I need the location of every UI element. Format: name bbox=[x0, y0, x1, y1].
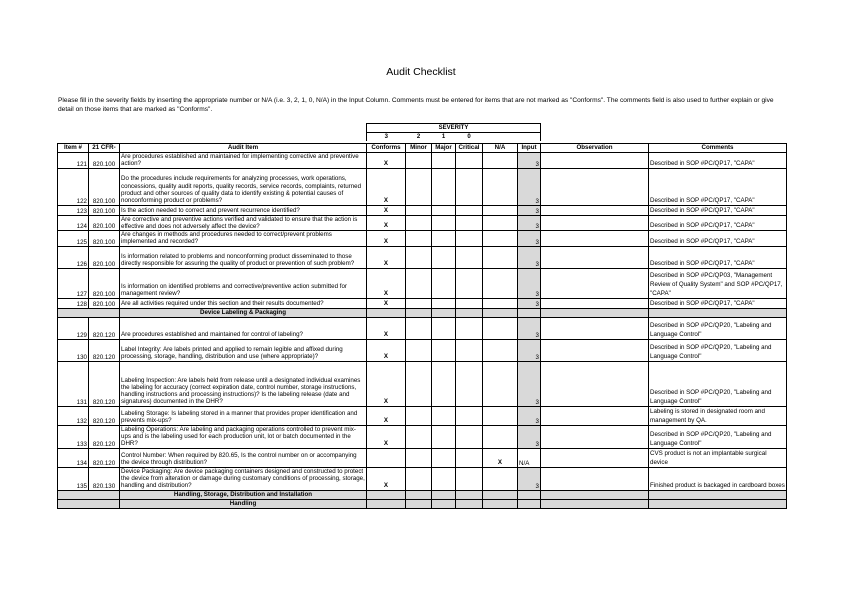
cfr-reference: 820.120 bbox=[89, 339, 120, 361]
item-number: 127 bbox=[58, 268, 89, 298]
minor-cell[interactable] bbox=[406, 205, 432, 215]
item-number: 130 bbox=[58, 339, 89, 361]
item-number: 134 bbox=[58, 448, 89, 467]
na-cell[interactable] bbox=[483, 339, 518, 361]
major-cell[interactable] bbox=[432, 268, 456, 298]
input-cell[interactable]: N/A bbox=[518, 448, 541, 467]
observation-cell[interactable] bbox=[541, 467, 649, 490]
comments-cell[interactable]: Described in SOP #PC/QP17, "CAPA" bbox=[649, 205, 787, 215]
major-cell[interactable] bbox=[432, 448, 456, 467]
input-cell[interactable]: 3 bbox=[518, 425, 541, 448]
major-cell[interactable] bbox=[432, 339, 456, 361]
input-cell[interactable]: 3 bbox=[518, 231, 541, 247]
item-number: 132 bbox=[58, 406, 89, 425]
critical-cell[interactable] bbox=[456, 231, 483, 247]
critical-cell[interactable] bbox=[456, 467, 483, 490]
minor-cell[interactable] bbox=[406, 425, 432, 448]
observation-cell[interactable] bbox=[541, 205, 649, 215]
cfr-reference: 820.100 bbox=[89, 231, 120, 247]
conforms-cell[interactable]: X bbox=[367, 317, 406, 339]
audit-item-text: Control Number: When required by 820.65, Is the control number on or accompanying the device through distribution? bbox=[120, 448, 367, 467]
item-number: 125 bbox=[58, 231, 89, 247]
na-cell[interactable] bbox=[483, 268, 518, 298]
major-cell[interactable] bbox=[432, 298, 456, 308]
cfr-reference: 820.100 bbox=[89, 205, 120, 215]
table-row bbox=[58, 298, 787, 308]
minor-cell[interactable] bbox=[406, 268, 432, 298]
audit-item-text: Is information related to problems and nonconforming product disseminated to those directly responsible for assuring the quality of product or prevention of such problem? bbox=[120, 246, 367, 268]
minor-cell[interactable] bbox=[406, 215, 432, 231]
item-number: 126 bbox=[58, 246, 89, 268]
item-number: 123 bbox=[58, 205, 89, 215]
input-cell[interactable]: 3 bbox=[518, 361, 541, 406]
table-row bbox=[58, 231, 787, 247]
audit-item-text: Are corrective and preventive actions verified and validated to ensure that the action is effective and does not adversely affect the device? bbox=[120, 215, 367, 231]
item-number: 128 bbox=[58, 298, 89, 308]
conforms-cell[interactable]: X bbox=[367, 168, 406, 205]
cfr-reference: 820.100 bbox=[89, 246, 120, 268]
audit-item-text: Do the procedures include requirements for analyzing processes, work operations, concessions, quality audit reports, quality records, service records, complaints, returned product and other sources of quality data to identify existing & potential causes of nonconforming product or problems? bbox=[120, 168, 367, 205]
severity-header bbox=[366, 123, 541, 141]
major-cell[interactable] bbox=[432, 425, 456, 448]
major-cell[interactable] bbox=[432, 246, 456, 268]
table-row bbox=[58, 317, 787, 339]
conforms-cell[interactable]: X bbox=[367, 425, 406, 448]
severity-1: 1 bbox=[441, 134, 446, 140]
table-row bbox=[58, 168, 787, 205]
comments-cell[interactable]: Finished product is backaged in cardboard boxes bbox=[649, 467, 787, 490]
conforms-cell[interactable]: X bbox=[367, 246, 406, 268]
conforms-cell[interactable]: X bbox=[367, 205, 406, 215]
col-minor: Minor bbox=[406, 144, 432, 153]
cfr-reference: 820.100 bbox=[89, 215, 120, 231]
cfr-reference: 820.120 bbox=[89, 425, 120, 448]
table-row bbox=[58, 339, 787, 361]
na-cell[interactable] bbox=[483, 153, 518, 169]
item-number: 121 bbox=[58, 153, 89, 169]
comments-cell[interactable]: Described in SOP #PC/QP20, "Labeling and Language Control" bbox=[649, 425, 787, 448]
comments-cell[interactable]: Labeling is stored in designated room and management by QA. bbox=[649, 406, 787, 425]
cfr-reference: 820.120 bbox=[89, 317, 120, 339]
critical-cell[interactable] bbox=[456, 246, 483, 268]
col-audit-item: Audit Item bbox=[120, 144, 367, 153]
item-number: 131 bbox=[58, 361, 89, 406]
cfr-reference: 820.120 bbox=[89, 406, 120, 425]
cfr-reference: 820.120 bbox=[89, 361, 120, 406]
audit-item-text: Device Packaging: Are device packaging containers designed and constructed to protect the device from alteration or damage during customary conditions of processing, storage, handling and distribution? bbox=[121, 467, 365, 490]
audit-item-text: Are procedures established and maintained for control of labeling? bbox=[120, 317, 367, 339]
conforms-cell[interactable]: X bbox=[367, 231, 406, 247]
input-cell[interactable]: 3 bbox=[518, 215, 541, 231]
conforms-cell[interactable]: X bbox=[367, 361, 406, 406]
critical-cell[interactable] bbox=[456, 339, 483, 361]
major-cell[interactable] bbox=[432, 168, 456, 205]
observation-cell[interactable] bbox=[541, 246, 649, 268]
cfr-reference: 820.100 bbox=[89, 268, 120, 298]
instructions-text: Please fill in the severity fields by inserting the appropriate number or N/A (i.e. 3, 2, 1, 0, N/A) in the Input Column. Comments must be entered for items that are not marked as "Conforms". The comments field is also used to further explain or give detail on those items that are marked as "Conforms". bbox=[58, 97, 774, 113]
table-row bbox=[58, 215, 787, 231]
table-row bbox=[58, 406, 787, 425]
comments-cell[interactable]: Described in SOP #PC/QP17, "CAPA" bbox=[649, 153, 787, 169]
minor-cell[interactable] bbox=[406, 246, 432, 268]
input-cell[interactable]: 3 bbox=[518, 298, 541, 308]
audit-table bbox=[57, 143, 787, 509]
cfr-reference: 820.100 bbox=[89, 298, 120, 308]
col-observation: Observation bbox=[541, 144, 649, 153]
minor-cell[interactable] bbox=[406, 168, 432, 205]
table-row bbox=[58, 246, 787, 268]
observation-cell[interactable] bbox=[541, 231, 649, 247]
major-cell[interactable] bbox=[432, 153, 456, 169]
audit-item-text: Are all activities required under this section and their results documented? bbox=[120, 298, 367, 308]
col-conforms: Conforms bbox=[367, 144, 406, 153]
comments-cell[interactable]: Described in SOP #PC/QP17, "CAPA" bbox=[649, 168, 787, 205]
input-cell[interactable]: 3 bbox=[518, 168, 541, 205]
critical-cell[interactable] bbox=[456, 168, 483, 205]
comments-cell[interactable]: Described in SOP #PC/QP17, "CAPA" bbox=[649, 231, 787, 247]
observation-cell[interactable] bbox=[541, 153, 649, 169]
major-cell[interactable] bbox=[432, 361, 456, 406]
critical-cell[interactable] bbox=[456, 205, 483, 215]
minor-cell[interactable] bbox=[406, 467, 432, 490]
critical-cell[interactable] bbox=[456, 425, 483, 448]
audit-item-text: Labeling Storage: Is labeling stored in a manner that provides proper identification and prevents mix-ups? bbox=[120, 406, 367, 425]
major-cell[interactable] bbox=[432, 406, 456, 425]
table-row bbox=[58, 425, 787, 448]
comments-cell[interactable]: Described in SOP #PC/QP03, "Management Review of Quality System" and SOP #PC/QP17, "CAPA" bbox=[649, 268, 787, 298]
input-cell[interactable]: 3 bbox=[518, 268, 541, 298]
severity-2: 2 bbox=[416, 134, 421, 140]
critical-cell[interactable] bbox=[456, 153, 483, 169]
cfr-reference: 820.100 bbox=[89, 168, 120, 205]
observation-cell[interactable] bbox=[541, 168, 649, 205]
col-input: Input bbox=[518, 144, 541, 153]
item-number: 135 bbox=[58, 467, 89, 490]
input-cell[interactable]: 3 bbox=[518, 205, 541, 215]
page-title: Audit Checklist bbox=[386, 66, 456, 78]
severity-label: SEVERITY bbox=[367, 124, 541, 133]
na-cell[interactable] bbox=[483, 467, 518, 490]
conforms-cell[interactable]: X bbox=[367, 406, 406, 425]
col-critical: Critical bbox=[456, 144, 483, 153]
na-cell[interactable] bbox=[483, 168, 518, 205]
conforms-cell[interactable]: X bbox=[367, 467, 406, 490]
col-na: N/A bbox=[483, 144, 518, 153]
major-cell[interactable] bbox=[432, 205, 456, 215]
critical-cell[interactable] bbox=[456, 317, 483, 339]
minor-cell[interactable] bbox=[406, 361, 432, 406]
input-cell[interactable]: 3 bbox=[518, 246, 541, 268]
section-label: Handling, Storage, Distribution and Installation bbox=[120, 490, 367, 499]
critical-cell[interactable] bbox=[456, 298, 483, 308]
conforms-cell[interactable]: X bbox=[367, 298, 406, 308]
cfr-reference: 820.100 bbox=[89, 153, 120, 169]
major-cell[interactable] bbox=[432, 215, 456, 231]
item-number: 133 bbox=[58, 425, 89, 448]
table-row bbox=[58, 268, 787, 298]
cfr-reference: 820.130 bbox=[89, 467, 120, 490]
critical-cell[interactable] bbox=[456, 215, 483, 231]
conforms-cell[interactable]: X bbox=[367, 268, 406, 298]
section-row bbox=[58, 308, 787, 317]
input-cell[interactable]: 3 bbox=[518, 406, 541, 425]
major-cell[interactable] bbox=[432, 231, 456, 247]
audit-item-text: Labeling Inspection: Are labels held from release until a designated individual examines the labeling for accuracy (correct expiration date, control number, storage instructions, handling instructions and processing instructions)? Is the labeling release (date and signatures) documented in the DHR? bbox=[120, 361, 367, 406]
comments-cell[interactable]: Described in SOP #PC/QP20, "Labeling and Language Control" bbox=[649, 317, 787, 339]
conforms-cell[interactable]: X bbox=[367, 215, 406, 231]
critical-cell[interactable] bbox=[456, 361, 483, 406]
na-cell[interactable] bbox=[483, 317, 518, 339]
audit-item-text: Is the action needed to correct and prevent recurrence identified? bbox=[120, 205, 367, 215]
na-cell[interactable] bbox=[483, 361, 518, 406]
section-label: Handling bbox=[120, 499, 367, 508]
table-row bbox=[58, 467, 787, 490]
table-row bbox=[58, 153, 787, 169]
critical-cell[interactable] bbox=[456, 448, 483, 467]
observation-cell[interactable] bbox=[541, 339, 649, 361]
critical-cell[interactable] bbox=[456, 406, 483, 425]
observation-cell[interactable] bbox=[541, 406, 649, 425]
na-cell[interactable] bbox=[483, 231, 518, 247]
minor-cell[interactable] bbox=[406, 448, 432, 467]
observation-cell[interactable] bbox=[541, 215, 649, 231]
audit-item-text: Label Integrity: Are labels printed and applied to remain legible and affixed during processing, storage, handling, distribution and use (where appropriate)? bbox=[120, 339, 367, 361]
observation-cell[interactable] bbox=[541, 448, 649, 467]
col-comments: Comments bbox=[649, 144, 787, 153]
minor-cell[interactable] bbox=[406, 298, 432, 308]
major-cell[interactable] bbox=[432, 467, 456, 490]
severity-0: 0 bbox=[467, 134, 471, 140]
observation-cell[interactable] bbox=[541, 317, 649, 339]
minor-cell[interactable] bbox=[406, 231, 432, 247]
item-number: 122 bbox=[58, 168, 89, 205]
minor-cell[interactable] bbox=[406, 406, 432, 425]
section-row bbox=[58, 499, 787, 508]
conforms-cell[interactable] bbox=[367, 448, 406, 467]
table-row bbox=[58, 205, 787, 215]
observation-cell[interactable] bbox=[541, 268, 649, 298]
comments-cell[interactable]: Described in SOP #PC/QP17, "CAPA" bbox=[649, 246, 787, 268]
col-cfr: 21 CFR- bbox=[89, 144, 120, 153]
col-item: Item # bbox=[58, 144, 89, 153]
input-cell[interactable]: 3 bbox=[518, 467, 541, 490]
section-label: Device Labeling & Packaging bbox=[120, 308, 367, 317]
cfr-reference: 820.120 bbox=[89, 448, 120, 467]
comments-cell[interactable]: Described in SOP #PC/QP17, "CAPA" bbox=[649, 298, 787, 308]
audit-item-text: Is information on identified problems and corrective/preventive action submitted for management review? bbox=[120, 268, 367, 298]
minor-cell[interactable] bbox=[406, 317, 432, 339]
comments-cell[interactable]: Described in SOP #PC/QP17, "CAPA" bbox=[649, 215, 787, 231]
audit-item-text: Are procedures established and maintained for implementing corrective and preventive action? bbox=[120, 153, 367, 169]
minor-cell[interactable] bbox=[406, 153, 432, 169]
input-cell[interactable]: 3 bbox=[518, 339, 541, 361]
na-cell[interactable] bbox=[483, 406, 518, 425]
table-row bbox=[58, 448, 787, 467]
comments-cell[interactable]: Described in SOP #PC/QP20, "Labeling and Language Control" bbox=[649, 339, 787, 361]
audit-item-text: Labeling Operations: Are labeling and packaging operations controlled to prevent mix-ups and is the labeling used for each production unit, lot or batch documented in the DHR? bbox=[120, 425, 367, 448]
comments-cell[interactable]: CVS product is not an implantable surgical device bbox=[649, 448, 787, 467]
major-cell[interactable] bbox=[432, 317, 456, 339]
observation-cell[interactable] bbox=[541, 298, 649, 308]
observation-cell[interactable] bbox=[541, 361, 649, 406]
na-cell[interactable] bbox=[483, 298, 518, 308]
table-row bbox=[58, 361, 787, 406]
na-cell[interactable] bbox=[483, 246, 518, 268]
audit-item-text: Are changes in methods and procedures needed to correct/prevent problems implemented and recorded? bbox=[120, 231, 367, 247]
critical-cell[interactable] bbox=[456, 268, 483, 298]
conforms-cell[interactable]: X bbox=[367, 153, 406, 169]
na-cell[interactable] bbox=[483, 205, 518, 215]
section-row bbox=[58, 490, 787, 499]
na-cell[interactable] bbox=[483, 215, 518, 231]
comments-cell[interactable]: Described in SOP #PC/QP20, "Labeling and Language Control" bbox=[649, 361, 787, 406]
item-number: 124 bbox=[58, 215, 89, 231]
minor-cell[interactable] bbox=[406, 339, 432, 361]
na-cell[interactable] bbox=[483, 425, 518, 448]
na-cell[interactable]: X bbox=[483, 448, 518, 467]
input-cell[interactable]: 3 bbox=[518, 317, 541, 339]
col-major: Major bbox=[432, 144, 456, 153]
conforms-cell[interactable]: X bbox=[367, 339, 406, 361]
item-number: 129 bbox=[58, 317, 89, 339]
input-cell[interactable]: 3 bbox=[518, 153, 541, 169]
severity-3: 3 bbox=[367, 133, 406, 142]
observation-cell[interactable] bbox=[541, 425, 649, 448]
